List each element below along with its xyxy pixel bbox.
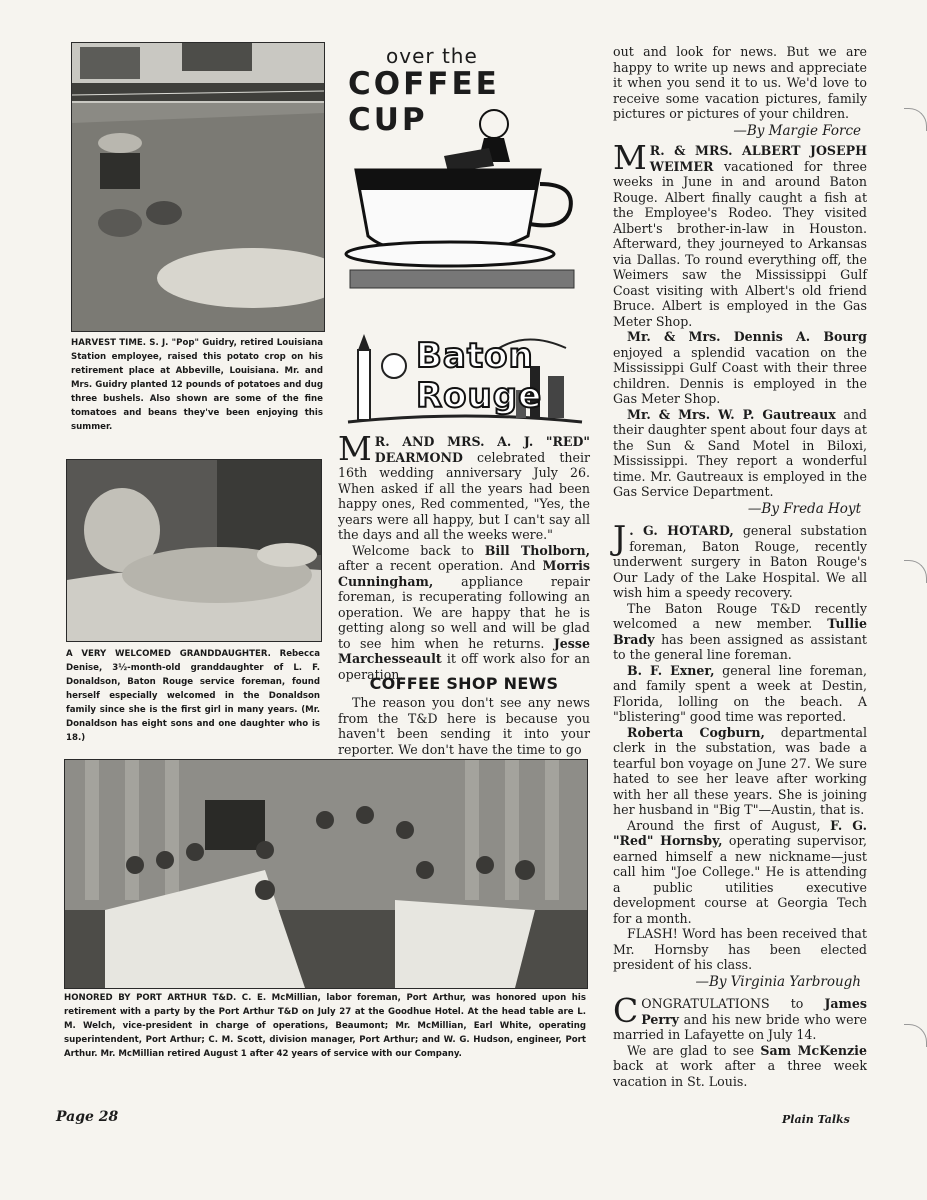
byline-virginia-yarbrough: —By Virginia Yarbrough [695,973,861,990]
right-column: out and look for news. But we are happy to write up news and appreciate it when you send it to us. We'd love to receive some vacation pictures, family pictures or pictures of your children. —By Margie Force M R. & MRS. ALBERT JOSEPH WEIMER vacationed for three weeks in June in and around Baton Rouge. Albert finally caught a fish at the Employee's Rodeo. They visited Albert's brother-in-law in Houston. Afterward, they journeyed to Arkansas via Dallas. To round everything off, the Weimers saw the Mississippi Gulf Coast visiting with Albert's old friend Bruce. Albert is employed in the Gas Meter Shop. Mr. & Mrs. Dennis A. Bourg enjoyed a splendid vacation on the Mississippi Gulf Coast with their three children. Dennis is employed in the Gas Meter Shop. Mr. & Mrs. W. P. Gautreaux and their daughter spent about four days at the Sun & Sand Motel in Biloxi, Mississippi. They report a wonderful time. Mr. Gautreaux is employed in the Gas Service Department. —By Freda Hoyt J . G. HOTARD, general substation foreman, Baton Rouge, recently underwent surgery in Baton Rouge's Our Lady of the Lake Hospital. We all wish him a speedy recovery. The Baton Rouge T&D recently welcomed a new member. Tullie Brady has been assigned as assistant to the general line foreman. B. F. Exner, general line foreman, and family spent a week at Destin, Florida, lolling on the beach. A "blistering" good time was reported. Roberta Cogburn, departmental clerk in the substation, was bade a tearful bon voyage on June 27. We sure hated to see her leave after working with her all these years. She is joining her husband in "Big T"—Austin, that is. Around the first of August, F. G. "Red" Hornsby, operating supervisor, earned himself a new nickname—just call him "Joe College." He is attending a public utilities executive development course at Georgia Tech for a month. FLASH! Word has been received that Mr. Hornsby has been elected president of his class. —By Virginia Yarbrough CONGRATULATIONS to James Perry and his new bride who were married in Lafayette on July 14. We are glad to see Sam McKenzie back at work after a three week vacation in St. Louis. [613,44,867,1089]
binder-hole-top [904,108,927,131]
publication-name: Plain Talks [782,1113,850,1126]
binder-hole-middle [904,560,927,583]
baton-rouge-logo-line1: Baton [416,336,534,376]
binder-hole-bottom [904,1024,927,1047]
byline-freda-hoyt: —By Freda Hoyt [747,500,861,517]
harvest-caption: HARVEST TIME. S. J. "Pop" Guidry, retired Louisiana Station employee, raised this potato crop on his retirement place at Abbeville, Louisiana. Mr. and Mrs. Guidry planted 12 pounds of potatoes and dug three bushels. Also shown are some of the fine tomatoes and beans they've been enjoying this summer. [71,338,323,432]
harvest-photo [71,42,325,332]
middle-column [338,429,590,682]
dearmond-paragraph: M R. AND MRS. A. J. "RED" DEARMOND celebrated their 16th wedding anniversary July 26. When asked if all the years had been happy ones, Red commented, "Yes, the years were all happy, but I can't say all the days and all the weeks were." [338,429,590,542]
coffee-cup-logo-line3: CUP [348,102,428,138]
exner-paragraph: B. F. Exner, general line foreman, and family spent a week at Destin, Florida, lolling on the beach. A "blistering" good time was reported. [613,662,867,724]
granddaughter-photo [66,459,322,642]
weimer-paragraph: M R. & MRS. ALBERT JOSEPH WEIMER vacationed for three weeks in June in and around Baton Rouge. Albert finally caught a fish at the Employee's Rodeo. They visited Albert's brother-in-law in Houston. Afterward, they journeyed to Arkansas via Dallas. To round everything off, the Weimers saw the Mississippi Gulf Coast visiting with Albert's old friend Bruce. Albert is employed in the Gas Meter Shop. [613,138,867,329]
coffee-cup-logo-line2: COFFEE [348,66,500,102]
port-arthur-caption: HONORED BY PORT ARTHUR T&D. C. E. McMillian, labor foreman, Port Arthur, was honored upon his retirement with a party by the Port Arthur T&D on July 27 at the Goodhue Hotel. At the head table are L. M. Welch, vice-president in charge of operations, Beaumont; Mr. McMillian, Earl White, operating superintendent, Port Arthur; C. M. Scott, division manager, Port Arthur; and W. G. Hudson, engineer, Port Arthur. Mr. McMillian retired August 1 after 42 years of service with our Company. [64,993,586,1059]
coffee-cup-icon [344,44,580,292]
welcome-back-paragraph: Welcome back to Bill Tholborn, after a recent operation. And Morris Cunningham, appliance repair foreman, is recuperating following an operation. We are happy that he is getting along so well and will be glad to see him when he returns. Jesse Marchesseault it off work also for an operation. [338,542,590,682]
cogburn-paragraph: Roberta Cogburn, departmental clerk in the substation, was bade a tearful bon voyage on June 27. We sure hated to see her leave after working with her all these years. She is joining her husband in "Big T"—Austin, that is. [613,724,867,817]
mckenzie-paragraph: We are glad to see Sam McKenzie back at work after a three week vacation in St. Louis. [613,1042,867,1089]
byline-margie-force: —By Margie Force [733,122,861,139]
hornsby-paragraph: Around the first of August, F. G. "Red" Hornsby, operating supervisor, earned himself a new nickname—just call him "Joe College." He is attending a public utilities executive development course at Georgia Tech for a month. [613,817,867,926]
baton-rouge-logo-line2: Rouge [416,376,543,416]
coffee-cup-logo [344,44,580,292]
flash-paragraph: FLASH! Word has been received that Mr. Hornsby has been elected president of his class. [613,926,867,972]
perry-paragraph: CONGRATULATIONS to James Perry and his new bride who were married in Lafayette on July 14. [613,991,867,1042]
coffee-shop-news-text: The reason you don't see any news from the T&D here is because you haven't been sending it into your reporter. We don't have the time to go [338,695,590,757]
granddaughter-caption: A VERY WELCOMED GRANDDAUGHTER. Rebecca Denise, 3½-month-old granddaughter of L. F. Donaldson, Baton Rouge service foreman, found herself especially welcomed in the Donaldson family since she is the first girl in many years. (Mr. Donaldson has eight sons and one daughter who is 18.) [66,649,320,743]
hotard-paragraph: J . G. HOTARD, general substation foreman, Baton Rouge, recently underwent surgery in Baton Rouge's Our Lady of the Lake Hospital. We all wish him a speedy recovery. [613,518,867,600]
brady-paragraph: The Baton Rouge T&D recently welcomed a new member. Tullie Brady has been assigned as assistant to the general line foreman. [613,600,867,662]
bourg-paragraph: Mr. & Mrs. Dennis A. Bourg enjoyed a splendid vacation on the Mississippi Gulf Coast with their three children. Dennis is employed in the Gas Meter Shop. [613,329,867,406]
baton-rouge-logo [346,330,584,430]
gautreaux-paragraph: Mr. & Mrs. W. P. Gautreaux and their daughter spent about four days at the Sun & Sand Motel in Biloxi, Mississippi. They report a wonderful time. Mr. Gautreaux is employed in the Gas Service Department. [613,406,867,499]
coffee-shop-news-heading: COFFEE SHOP NEWS [369,674,559,693]
page-number: Page 28 [56,1109,119,1125]
coffee-cup-logo-line1: over the [386,44,478,68]
port-arthur-banquet-photo [64,759,588,989]
